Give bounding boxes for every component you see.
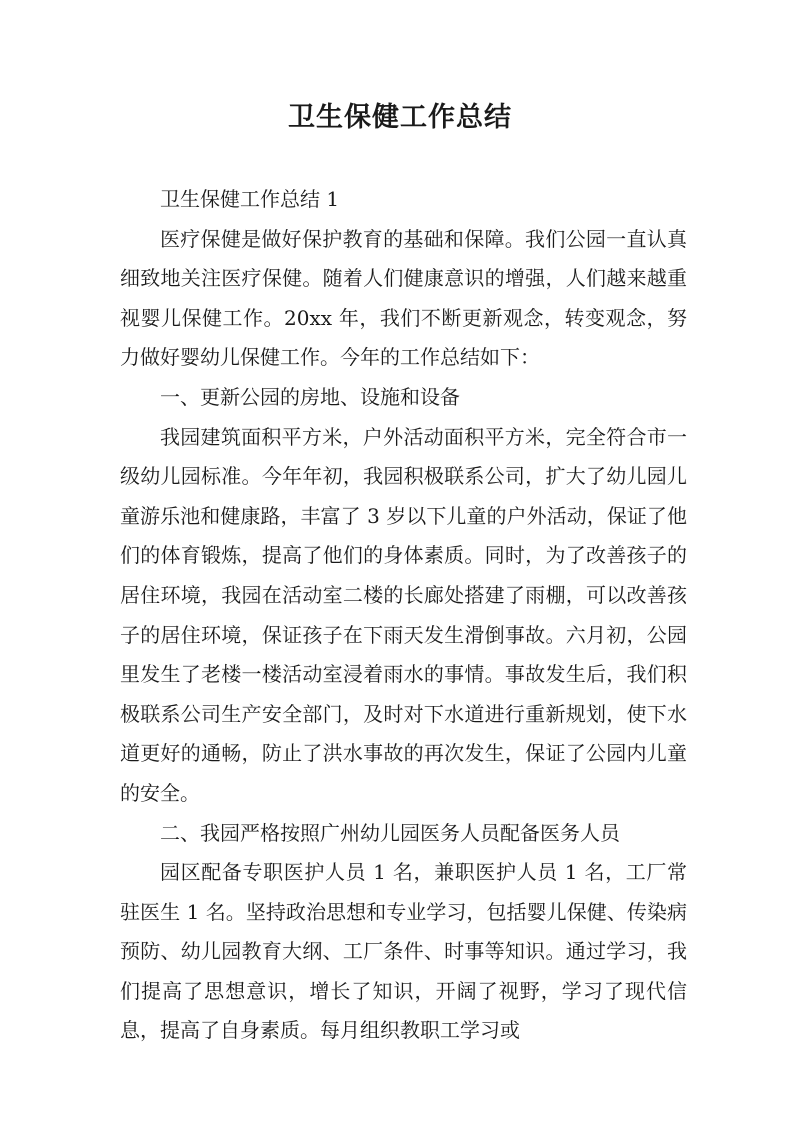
document-body <box>120 180 687 1051</box>
paragraph: 园区配备专职医护人员 1 名，兼职医护人员 1 名，工厂常驻医生 1 名。坚持政治思想和专业学习，包括婴儿保健、传染病预防、幼儿园教育大纲、工厂条件、时事等知识。通过学习，我们提高了思想意识，增长了知识，开阔了视野，学习了现代信息，提高了自身素质。每月组织教职工学习或 <box>120 860 687 1043</box>
document-title: 卫生保健工作总结 <box>288 102 512 133</box>
paragraph: 医疗保健是做好保护教育的基础和保障。我们公园一直认真细致地关注医疗保健。随着人们健康意识的增强，人们越来越重视婴儿保健工作。20xx 年，我们不断更新观念，转变观念，努力做好婴幼儿保健工作。今年的工作总结如下： <box>120 226 687 370</box>
section-heading: 一、更新公园的房地、设施和设备 <box>160 384 460 409</box>
section-heading: 卫生保健工作总结 1 <box>160 187 340 211</box>
section-heading: 二、我园严格按照广州幼儿园医务人员配备医务人员 <box>160 820 620 845</box>
paragraph: 我园建筑面积平方米，户外活动面积平方米，完全符合市一级幼儿园标准。今年年初，我园积极联系公司，扩大了幼儿园儿童游乐池和健康路，丰富了 3 岁以下儿童的户外活动，保证了他们的体育锻炼，提高了他们的身体素质。同时，为了改善孩子的居住环境，我园在活动室二楼的长廊处搭建了雨棚，可以改善孩子的居住环境，保证孩子在下雨天发生滑倒事故。六月初，公园里发生了老楼一楼活动室浸着雨水的事情。事故发生后，我们积极联系公司生产安全部门，及时对下水道进行重新规划，使下水道更好的通畅，防止了洪水事故的再次发生，保证了公园内儿童的安全。 <box>120 424 687 805</box>
